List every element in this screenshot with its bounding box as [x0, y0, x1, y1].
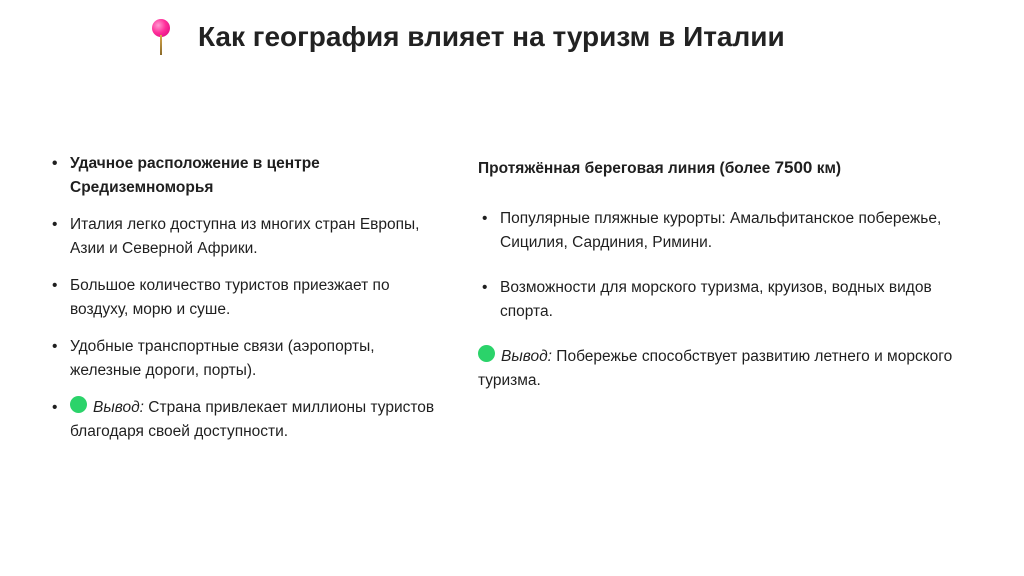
green-dot-icon	[70, 396, 87, 413]
list-item: • Италия легко доступна из многих стран Европы, Азии и Северной Африки.	[48, 213, 438, 261]
list-item: • Возможности для морского туризма, круизов, водных видов спорта.	[478, 276, 978, 324]
green-dot-icon	[478, 345, 495, 362]
list-item: • Удачное расположение в центре Средиземноморья	[48, 152, 438, 200]
right-conclusion	[478, 345, 978, 393]
heading-suffix: км)	[812, 160, 842, 177]
right-list	[478, 207, 978, 324]
pushpin-icon	[150, 17, 174, 57]
page-title: Как география влияет на туризм в Италии	[198, 21, 785, 52]
conclusion-item	[48, 396, 438, 444]
heading-prefix: Протяжённая береговая линия (более	[478, 160, 775, 177]
conclusion-label: Вывод:	[501, 348, 552, 365]
left-list	[48, 152, 438, 444]
conclusion-text: Страна привлекает миллионы туристов благодаря своей доступности.	[70, 399, 435, 440]
heading-number: 7500	[774, 158, 813, 177]
title-row	[150, 12, 785, 62]
list-item: • Удобные транспортные связи (аэропорты, железные дороги, порты).	[48, 335, 438, 383]
right-heading	[478, 156, 978, 181]
conclusion-text: Побережье способствует развитию летнего и морского туризма.	[478, 348, 953, 389]
list-item: • Популярные пляжные курорты: Амальфитанское побережье, Сицилия, Сардиния, Римини.	[478, 207, 978, 255]
conclusion-label: Вывод:	[93, 399, 144, 416]
left-column	[48, 152, 438, 457]
list-item: • Большое количество туристов приезжает по воздуху, морю и суше.	[48, 274, 438, 322]
right-column	[478, 156, 978, 393]
